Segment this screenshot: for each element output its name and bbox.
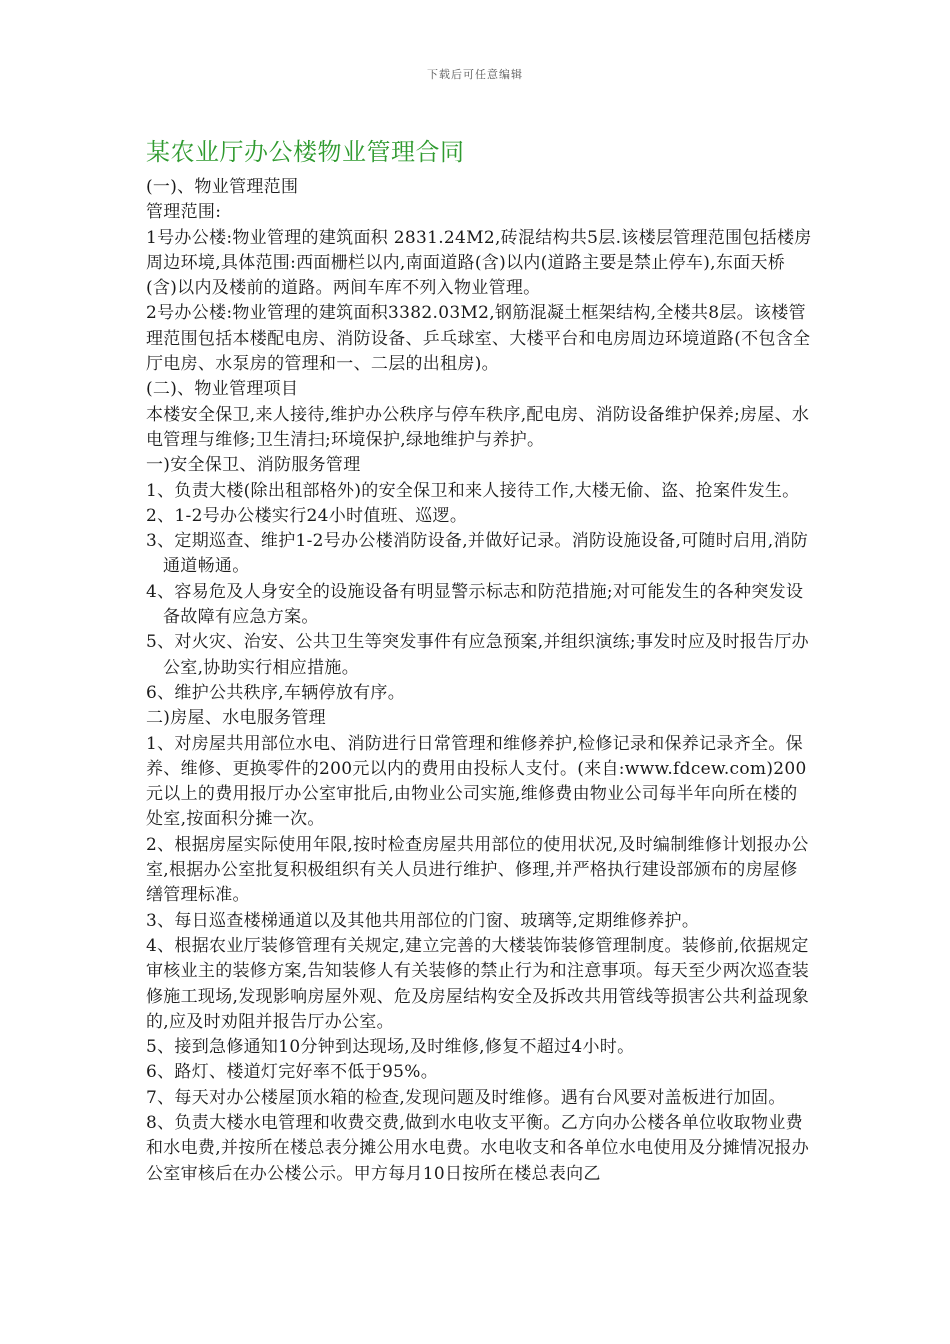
list-item: 4、根据农业厅装修管理有关规定,建立完善的大楼装饰装修管理制度。装修前,依据规定审核业主的装修方案,告知装修人有关装修的禁止行为和注意事项。每天至少两次巡查装修施工现场,发现影响房屋外观、危及房屋结构安全及拆改共用管线等损害公共利益现象的,应及时劝阻并报告厅办公室。: [146, 935, 810, 1032]
list-item: 6、维护公共秩序,车辆停放有序。: [146, 682, 406, 703]
list-item: 1、对房屋共用部位水电、消防进行日常管理和维修养护,检修记录和保养记录齐全。保养、维修、更换零件的200元以内的费用由投标人支付。(来自:www.fdcew.com)200元以上的费用报厅办公室审批后,由物业公司实施,维修费由物业公司每半年向所在楼的处室,按面积分摊一次。: [146, 733, 807, 830]
list-item: 8、负责大楼水电管理和收费交费,做到水电收支平衡。乙方向办公楼各单位收取物业费和水电费,并按所在楼总表分摊公用水电费。水电收支和各单位水电使用及分摊情况报办公室审核后在办公楼公示。甲方每月10日按所在楼总表向乙: [146, 1112, 810, 1184]
header-note: 下载后可任意编辑: [427, 68, 523, 81]
list-item: 2、根据房屋实际使用年限,按时检查房屋共用部位的使用状况,及时编制维修计划报办公室,根据办公室批复积极组织有关人员进行维护、修理,并严格执行建设部颁布的房屋修缮管理标准。: [146, 834, 809, 906]
list-item: 2、1-2号办公楼实行24小时值班、巡逻。: [146, 505, 468, 526]
list-item: 5、对火灾、治安、公共卫生等突发事件有应急预案,并组织演练;事发时应及时报告厅办公室,协助实行相应措施。: [146, 632, 809, 678]
list-item: 5、接到急修通知10分钟到达现场,及时维修,修复不超过4小时。: [146, 1037, 635, 1058]
list-item: 6、路灯、楼道灯完好率不低于95%。: [146, 1062, 439, 1083]
paragraph: 1号办公楼:物业管理的建筑面积 2831.24M2,砖混结构共5层.该楼层管理范围包括楼房周边环境,具体范围:西面栅栏以内,南面道路(含)以内(道路主要是禁止停车),东面天桥(含)以内及楼前的道路。两间车库不列入物业管理。: [146, 227, 812, 299]
document-body: [146, 175, 814, 1187]
section-heading: (二)、物业管理项目: [146, 379, 299, 400]
subsection-heading: 一)安全保卫、消防服务管理: [146, 455, 361, 476]
paragraph: 本楼安全保卫,来人接待,维护办公秩序与停车秩序,配电房、消防设备维护保养;房屋、水电管理与维修;卫生清扫;环境保护,绿地维护与养护。: [146, 404, 810, 450]
list-item: 4、容易危及人身安全的设施设备有明显警示标志和防范措施;对可能发生的各种突发设备故障有应急方案。: [146, 581, 804, 628]
list-item: 3、每日巡查楼梯通道以及其他共用部位的门窗、玻璃等,定期维修养护。: [146, 910, 700, 931]
paragraph: 2号办公楼:物业管理的建筑面积3382.03M2,钢筋混凝土框架结构,全楼共8层。该楼管理范围包括本楼配电房、消防设备、乒乓球室、大楼平台和电房周边环境道路(不包含全厅电房、水泵房的管理和一、二层的出租房)。: [146, 303, 811, 375]
list-item: 1、负责大楼(除出租部格外)的安全保卫和来人接待工作,大楼无偷、盗、抢案件发生。: [146, 480, 800, 501]
list-item: 3、定期巡查、维护1-2号办公楼消防设备,并做好记录。消防设施设备,可随时启用,消防通道畅通。: [146, 531, 809, 577]
section-heading: (一)、物业管理范围: [146, 177, 299, 197]
subsection-heading: 二)房屋、水电服务管理: [146, 708, 326, 729]
list-item: 7、每天对办公楼屋顶水箱的检查,发现问题及时维修。遇有台风要对盖板进行加固。: [146, 1087, 786, 1108]
document-title: 某农业厅办公楼物业管理合同: [146, 138, 465, 166]
paragraph: 管理范围:: [146, 202, 222, 223]
